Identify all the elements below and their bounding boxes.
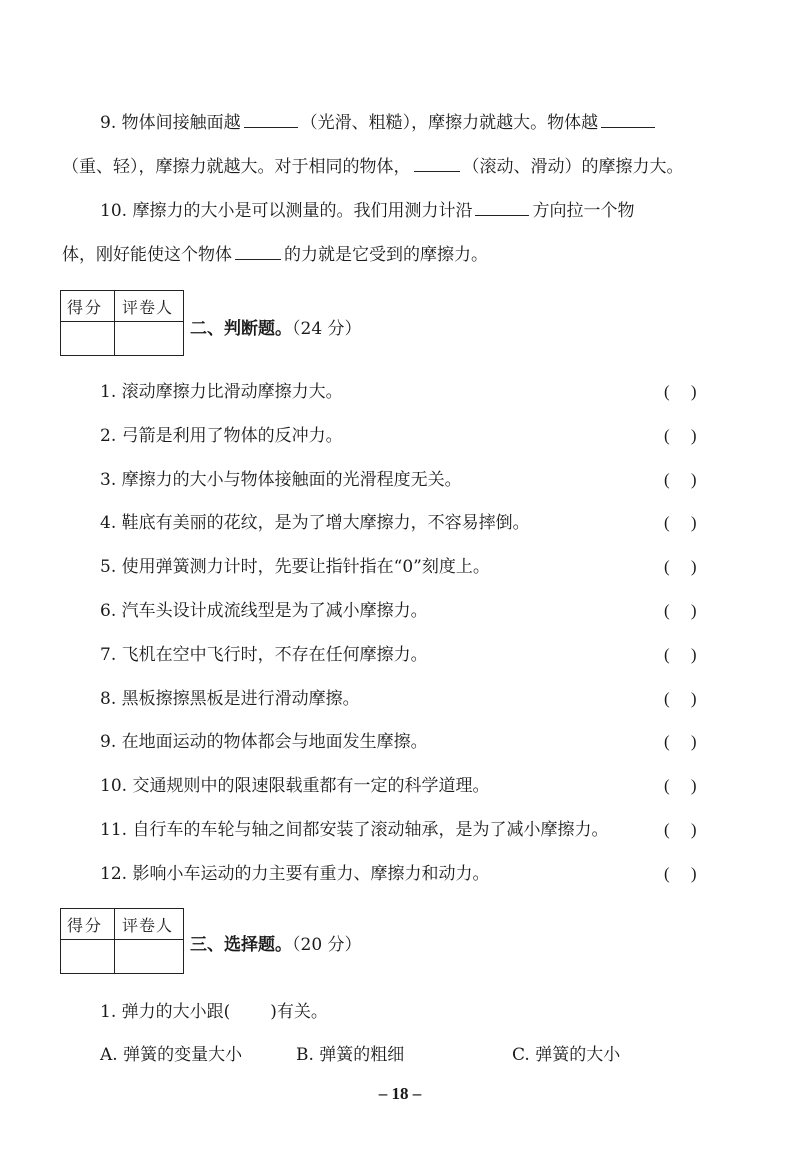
- section-title-choice: [190, 930, 362, 955]
- answer-parenthesis[interactable]: ( ): [664, 513, 697, 532]
- divider: [61, 939, 183, 940]
- choice-stem-a: 1. 弹力的大小跟(: [100, 1002, 231, 1022]
- divider: [114, 909, 115, 973]
- answer-parenthesis[interactable]: ( ): [664, 426, 697, 445]
- choice-stem-b: )有关。: [270, 1002, 328, 1022]
- choice-q1-stem: [100, 1000, 328, 1024]
- section-points: （20 分）: [292, 935, 362, 955]
- grader-label: 评卷人: [122, 916, 174, 935]
- fill-q9-line2: [62, 155, 684, 179]
- answer-blank[interactable]: [244, 111, 298, 128]
- judgement-item: 9. 在地面运动的物体都会与地面发生摩擦。: [100, 732, 428, 752]
- judgement-item: 2. 弓箭是利用了物体的反冲力。: [100, 426, 343, 446]
- section-title-text: 二、判断题。: [190, 319, 292, 339]
- choice-option-c[interactable]: C. 弹簧的大小: [512, 1045, 621, 1065]
- choice-option-a[interactable]: A. 弹簧的变量大小: [100, 1045, 243, 1065]
- score-box: [60, 290, 184, 356]
- fill-q10-line2: [62, 243, 488, 267]
- score-label: 得分: [67, 916, 104, 935]
- answer-parenthesis[interactable]: ( ): [664, 776, 697, 795]
- score-label: 得分: [67, 298, 104, 317]
- score-box: [60, 908, 184, 974]
- judgement-item: 10. 交通规则中的限速限载重都有一定的科学道理。: [100, 776, 490, 796]
- fill-q9-text1: 9. 物体间接触面越: [100, 113, 241, 133]
- fill-q10-line1: [100, 199, 634, 223]
- answer-blank[interactable]: [414, 155, 460, 172]
- section-title-text: 三、选择题。: [190, 935, 292, 955]
- answer-parenthesis[interactable]: ( ): [664, 382, 697, 401]
- answer-blank[interactable]: [235, 243, 281, 260]
- fill-q9-text4: （滚动、滑动）的摩擦力大。: [462, 157, 684, 177]
- judgement-item: 8. 黑板擦擦黑板是进行滑动摩擦。: [100, 689, 360, 709]
- choice-option-b[interactable]: B. 弹簧的粗细: [296, 1045, 405, 1065]
- answer-parenthesis[interactable]: ( ): [664, 470, 697, 489]
- fill-q10-text1: 10. 摩擦力的大小是可以测量的。我们用测力计沿: [100, 201, 473, 221]
- fill-q9-text2: （光滑、粗糙），摩擦力就越大。物体越: [300, 113, 599, 133]
- fill-q9-line1: [100, 111, 658, 135]
- fill-q9-text3: （重、轻），摩擦力就越大。对于相同的物体，: [62, 157, 411, 177]
- fill-q10-text2: 方向拉一个物: [532, 201, 635, 221]
- answer-parenthesis[interactable]: ( ): [664, 820, 697, 839]
- judgement-item: 5. 使用弹簧测力计时，先要让指针指在“0”刻度上。: [100, 557, 490, 577]
- grader-label: 评卷人: [122, 298, 174, 317]
- divider: [114, 291, 115, 355]
- judgement-item: 11. 自行车的车轮与轴之间都安装了滚动轴承，是为了减小摩擦力。: [100, 820, 609, 840]
- fill-q10-text3: 体，刚好能使这个物体: [62, 245, 232, 265]
- answer-parenthesis[interactable]: ( ): [664, 601, 697, 620]
- page-number: – 18 –: [378, 1084, 422, 1103]
- answer-blank[interactable]: [601, 111, 655, 128]
- judgement-item: 6. 汽车头设计成流线型是为了减小摩擦力。: [100, 601, 428, 621]
- answer-blank[interactable]: [475, 199, 529, 216]
- judgement-item: 1. 滚动摩擦力比滑动摩擦力大。: [100, 382, 343, 402]
- fill-q10-text4: 的力就是它受到的摩擦力。: [284, 245, 488, 265]
- judgement-item: 3. 摩擦力的大小与物体接触面的光滑程度无关。: [100, 470, 462, 490]
- answer-parenthesis[interactable]: ( ): [664, 732, 697, 751]
- answer-parenthesis[interactable]: ( ): [664, 864, 697, 883]
- answer-parenthesis[interactable]: ( ): [664, 689, 697, 708]
- judgement-item: 7. 飞机在空中飞行时，不存在任何摩擦力。: [100, 645, 428, 665]
- judgement-item: 4. 鞋底有美丽的花纹，是为了增大摩擦力，不容易摔倒。: [100, 513, 530, 533]
- answer-parenthesis[interactable]: ( ): [664, 645, 697, 664]
- section-title-judgement: [190, 314, 362, 339]
- answer-parenthesis[interactable]: ( ): [664, 557, 697, 576]
- judgement-item: 12. 影响小车运动的力主要有重力、摩擦力和动力。: [100, 864, 490, 884]
- section-points: （24 分）: [292, 319, 362, 339]
- divider: [61, 321, 183, 322]
